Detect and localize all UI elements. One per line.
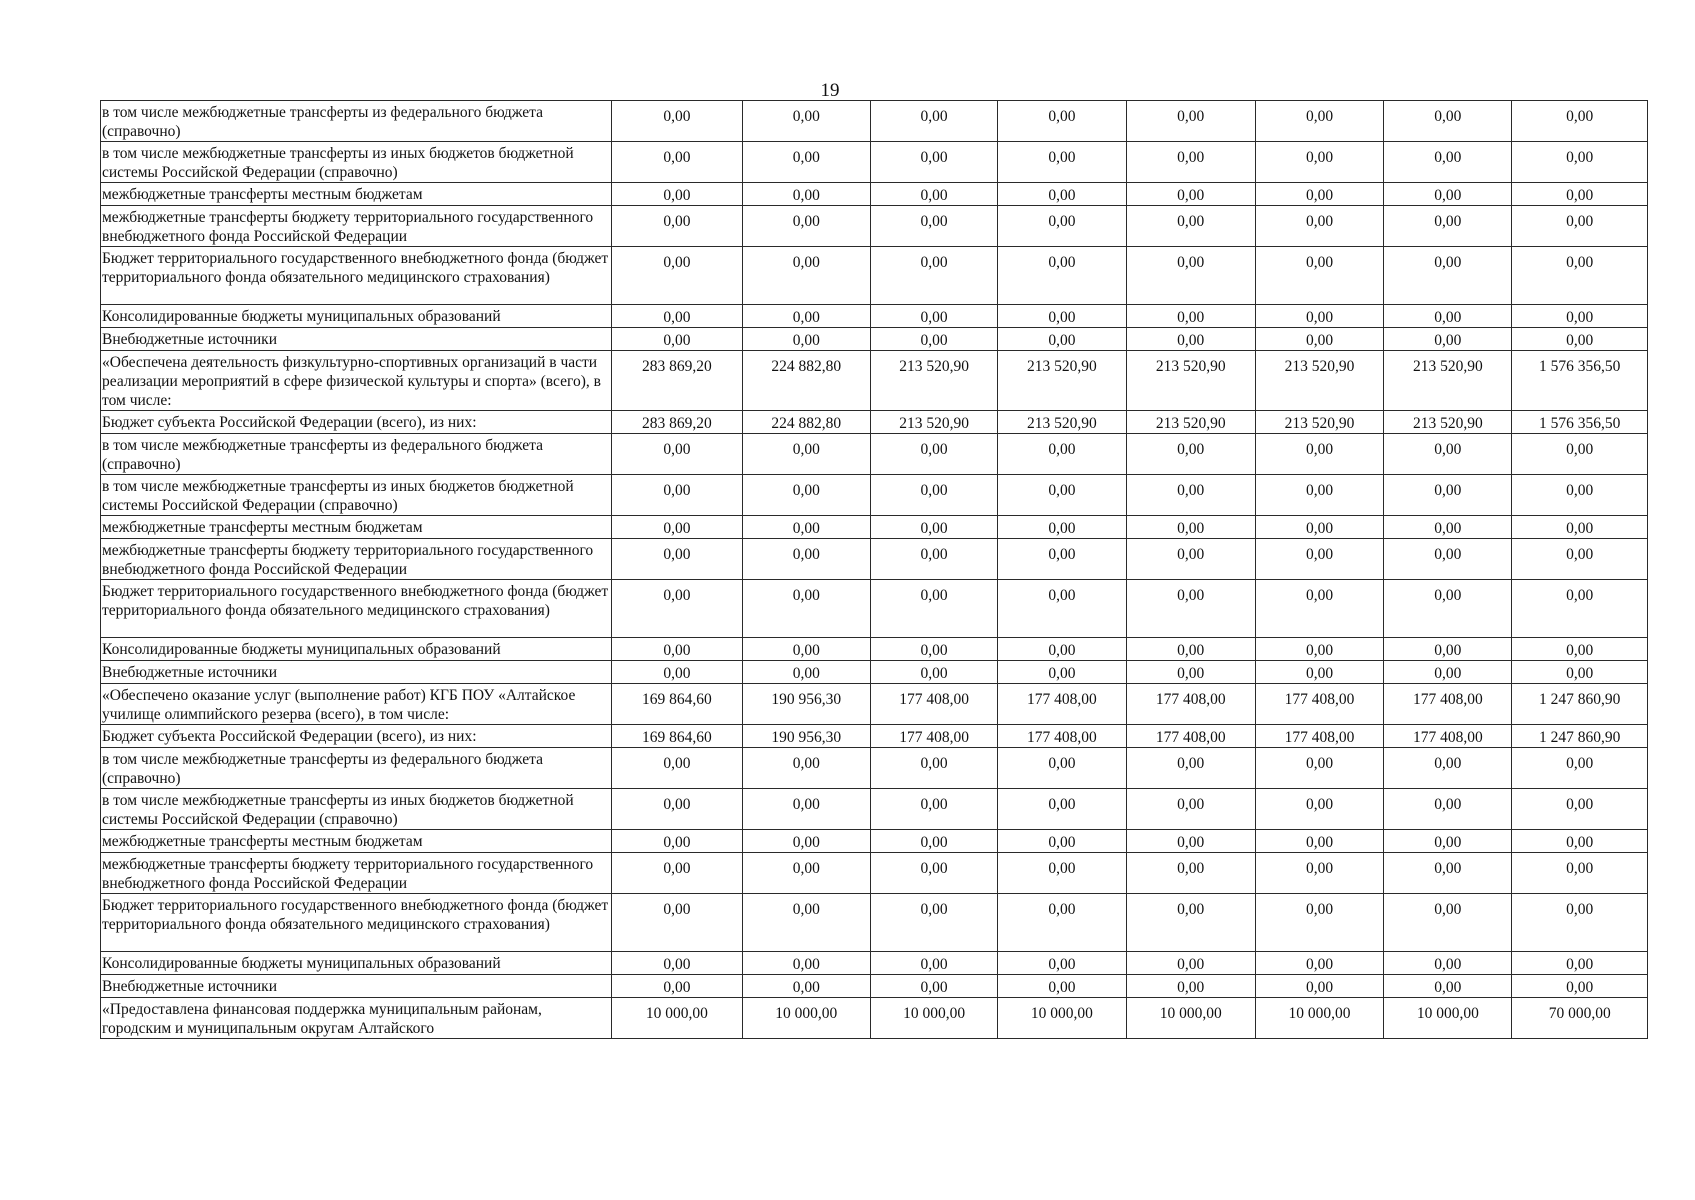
row-value-cell: 0,00 (1255, 434, 1383, 475)
row-value-cell: 0,00 (998, 789, 1126, 830)
row-value-cell: 190 956,30 (742, 684, 870, 725)
table-row (101, 247, 1648, 305)
row-label: в том числе межбюджетные трансферты из иных бюджетов бюджетной системы Российской Федерации (справочно) (101, 142, 612, 183)
row-total-cell: 0,00 (1512, 661, 1648, 684)
table-row (101, 998, 1648, 1039)
table-row (101, 539, 1648, 580)
row-value-cell: 0,00 (1384, 183, 1512, 206)
row-total-cell: 0,00 (1512, 789, 1648, 830)
row-value-cell: 213 520,90 (1126, 411, 1255, 434)
row-label: межбюджетные трансферты бюджету территориального государственного внебюджетного фонда Российской Федерации (101, 853, 612, 894)
row-value-cell: 177 408,00 (1384, 684, 1512, 725)
table-row (101, 305, 1648, 328)
row-value-cell: 0,00 (1255, 853, 1383, 894)
row-label: «Обеспечена деятельность физкультурно-спортивных организаций в части реализации мероприятий в сфере физической культуры и спорта» (всего), в том числе: (101, 351, 612, 411)
row-value-cell: 0,00 (612, 539, 742, 580)
row-value-cell: 0,00 (612, 434, 742, 475)
row-value-cell: 0,00 (742, 975, 870, 998)
row-value-cell: 0,00 (1384, 434, 1512, 475)
row-value-cell: 0,00 (998, 142, 1126, 183)
row-value-cell: 0,00 (870, 516, 997, 539)
row-value-cell: 0,00 (742, 247, 870, 305)
row-value-cell: 0,00 (1126, 305, 1255, 328)
row-label: в том числе межбюджетные трансферты из иных бюджетов бюджетной системы Российской Федерации (справочно) (101, 789, 612, 830)
table-row (101, 853, 1648, 894)
row-value-cell: 0,00 (742, 952, 870, 975)
row-label: Бюджет субъекта Российской Федерации (всего), из них: (101, 411, 612, 434)
row-total-cell: 0,00 (1512, 748, 1648, 789)
row-total-cell: 0,00 (1512, 580, 1648, 638)
row-value-cell: 0,00 (1255, 328, 1383, 351)
row-value-cell: 0,00 (1384, 789, 1512, 830)
row-value-cell: 0,00 (742, 661, 870, 684)
row-value-cell: 0,00 (612, 661, 742, 684)
row-value-cell: 213 520,90 (998, 411, 1126, 434)
table-row (101, 183, 1648, 206)
row-value-cell: 0,00 (612, 142, 742, 183)
row-value-cell: 0,00 (1126, 638, 1255, 661)
row-value-cell: 0,00 (742, 142, 870, 183)
row-value-cell: 0,00 (742, 853, 870, 894)
row-label: Внебюджетные источники (101, 661, 612, 684)
row-value-cell: 0,00 (742, 101, 870, 142)
row-value-cell: 0,00 (870, 975, 997, 998)
row-value-cell: 177 408,00 (870, 725, 997, 748)
row-value-cell: 0,00 (742, 434, 870, 475)
row-value-cell: 177 408,00 (998, 725, 1126, 748)
row-value-cell: 169 864,60 (612, 725, 742, 748)
row-value-cell: 0,00 (742, 328, 870, 351)
row-value-cell: 213 520,90 (1384, 411, 1512, 434)
row-value-cell: 0,00 (998, 539, 1126, 580)
row-value-cell: 0,00 (998, 952, 1126, 975)
row-value-cell: 0,00 (612, 247, 742, 305)
table-row (101, 328, 1648, 351)
row-value-cell: 0,00 (1384, 853, 1512, 894)
row-value-cell: 0,00 (998, 247, 1126, 305)
row-total-cell: 0,00 (1512, 952, 1648, 975)
row-value-cell: 0,00 (998, 328, 1126, 351)
row-value-cell: 177 408,00 (1255, 725, 1383, 748)
row-value-cell: 0,00 (998, 748, 1126, 789)
row-value-cell: 0,00 (998, 975, 1126, 998)
page-number: 19 (820, 80, 840, 101)
row-value-cell: 283 869,20 (612, 411, 742, 434)
row-total-cell: 0,00 (1512, 206, 1648, 247)
row-value-cell: 0,00 (612, 101, 742, 142)
table-row (101, 206, 1648, 247)
row-label: «Обеспечено оказание услуг (выполнение работ) КГБ ПОУ «Алтайское училище олимпийского резерва (всего), в том числе: (101, 684, 612, 725)
row-value-cell: 177 408,00 (1255, 684, 1383, 725)
row-label: межбюджетные трансферты местным бюджетам (101, 516, 612, 539)
row-value-cell: 0,00 (742, 789, 870, 830)
row-value-cell: 0,00 (1255, 638, 1383, 661)
row-value-cell: 0,00 (1126, 580, 1255, 638)
row-value-cell: 0,00 (1384, 661, 1512, 684)
row-label: Консолидированные бюджеты муниципальных образований (101, 638, 612, 661)
row-value-cell: 0,00 (998, 475, 1126, 516)
table-row (101, 351, 1648, 411)
row-value-cell: 10 000,00 (870, 998, 997, 1039)
row-value-cell: 0,00 (1384, 516, 1512, 539)
row-value-cell: 0,00 (742, 638, 870, 661)
row-total-cell: 0,00 (1512, 516, 1648, 539)
row-value-cell: 177 408,00 (1126, 684, 1255, 725)
row-value-cell: 0,00 (870, 661, 997, 684)
row-value-cell: 213 520,90 (1384, 351, 1512, 411)
row-label: в том числе межбюджетные трансферты из федерального бюджета (справочно) (101, 748, 612, 789)
row-label: Бюджет территориального государственного внебюджетного фонда (бюджет территориального фонда обязательного медицинского страхования) (101, 247, 612, 305)
row-value-cell: 0,00 (870, 894, 997, 952)
row-value-cell: 0,00 (612, 789, 742, 830)
row-label: Консолидированные бюджеты муниципальных образований (101, 305, 612, 328)
row-value-cell: 0,00 (1255, 516, 1383, 539)
row-value-cell: 0,00 (1255, 661, 1383, 684)
row-value-cell: 0,00 (870, 305, 997, 328)
row-value-cell: 0,00 (1255, 830, 1383, 853)
row-label: Бюджет субъекта Российской Федерации (всего), из них: (101, 725, 612, 748)
row-label: Консолидированные бюджеты муниципальных образований (101, 952, 612, 975)
row-value-cell: 0,00 (1255, 142, 1383, 183)
row-total-cell: 0,00 (1512, 101, 1648, 142)
row-total-cell: 0,00 (1512, 434, 1648, 475)
row-total-cell: 0,00 (1512, 305, 1648, 328)
row-value-cell: 0,00 (1384, 580, 1512, 638)
row-value-cell: 0,00 (1126, 247, 1255, 305)
table-row (101, 638, 1648, 661)
row-value-cell: 0,00 (1255, 247, 1383, 305)
row-value-cell: 0,00 (998, 580, 1126, 638)
row-value-cell: 0,00 (1126, 748, 1255, 789)
row-total-cell: 0,00 (1512, 975, 1648, 998)
row-value-cell: 0,00 (870, 580, 997, 638)
table-row (101, 748, 1648, 789)
row-value-cell: 0,00 (1126, 183, 1255, 206)
table-row (101, 789, 1648, 830)
row-value-cell: 0,00 (1126, 789, 1255, 830)
row-label: в том числе межбюджетные трансферты из федерального бюджета (справочно) (101, 434, 612, 475)
row-value-cell: 0,00 (1126, 830, 1255, 853)
row-value-cell: 177 408,00 (870, 684, 997, 725)
row-value-cell: 0,00 (998, 101, 1126, 142)
row-value-cell: 0,00 (612, 975, 742, 998)
row-value-cell: 0,00 (1384, 748, 1512, 789)
row-value-cell: 0,00 (742, 580, 870, 638)
row-total-cell: 0,00 (1512, 183, 1648, 206)
row-value-cell: 0,00 (998, 638, 1126, 661)
row-value-cell: 0,00 (612, 638, 742, 661)
table-row (101, 434, 1648, 475)
row-value-cell: 0,00 (1126, 516, 1255, 539)
budget-table (100, 100, 1648, 1039)
row-value-cell: 0,00 (1384, 328, 1512, 351)
row-value-cell: 283 869,20 (612, 351, 742, 411)
row-value-cell: 0,00 (1126, 661, 1255, 684)
row-value-cell: 0,00 (612, 830, 742, 853)
row-label: Бюджет территориального государственного внебюджетного фонда (бюджет территориального фонда обязательного медицинского страхования) (101, 894, 612, 952)
row-value-cell: 0,00 (612, 853, 742, 894)
row-value-cell: 177 408,00 (998, 684, 1126, 725)
row-value-cell: 0,00 (1384, 952, 1512, 975)
row-value-cell: 224 882,80 (742, 411, 870, 434)
row-value-cell: 0,00 (1384, 894, 1512, 952)
row-value-cell: 213 520,90 (1255, 411, 1383, 434)
row-label: межбюджетные трансферты местным бюджетам (101, 183, 612, 206)
row-value-cell: 0,00 (742, 183, 870, 206)
row-label: в том числе межбюджетные трансферты из федерального бюджета (справочно) (101, 101, 612, 142)
row-value-cell: 0,00 (612, 516, 742, 539)
row-value-cell: 0,00 (742, 894, 870, 952)
row-value-cell: 0,00 (1255, 789, 1383, 830)
table-row (101, 101, 1648, 142)
table-row (101, 142, 1648, 183)
row-total-cell: 0,00 (1512, 328, 1648, 351)
row-value-cell: 0,00 (1384, 206, 1512, 247)
row-value-cell: 0,00 (870, 638, 997, 661)
row-value-cell: 0,00 (870, 789, 997, 830)
row-value-cell: 177 408,00 (1126, 725, 1255, 748)
row-value-cell: 0,00 (1126, 206, 1255, 247)
row-value-cell: 0,00 (870, 183, 997, 206)
row-value-cell: 0,00 (742, 305, 870, 328)
table-row (101, 580, 1648, 638)
table-row (101, 516, 1648, 539)
table-body (101, 101, 1648, 1039)
row-value-cell: 0,00 (870, 434, 997, 475)
row-value-cell: 0,00 (998, 183, 1126, 206)
row-total-cell: 0,00 (1512, 247, 1648, 305)
row-value-cell: 0,00 (1255, 952, 1383, 975)
row-value-cell: 0,00 (1384, 475, 1512, 516)
row-value-cell: 0,00 (1384, 305, 1512, 328)
row-total-cell: 0,00 (1512, 475, 1648, 516)
row-value-cell: 0,00 (1255, 539, 1383, 580)
row-value-cell: 0,00 (1255, 748, 1383, 789)
row-value-cell: 0,00 (1384, 975, 1512, 998)
table-row (101, 894, 1648, 952)
row-value-cell: 0,00 (1126, 328, 1255, 351)
row-value-cell: 0,00 (612, 206, 742, 247)
row-label: межбюджетные трансферты бюджету территориального государственного внебюджетного фонда Российской Федерации (101, 539, 612, 580)
row-total-cell: 1 576 356,50 (1512, 351, 1648, 411)
row-label: межбюджетные трансферты бюджету территориального государственного внебюджетного фонда Российской Федерации (101, 206, 612, 247)
row-value-cell: 0,00 (1255, 305, 1383, 328)
table-row (101, 684, 1648, 725)
row-value-cell: 0,00 (870, 328, 997, 351)
row-total-cell: 1 247 860,90 (1512, 725, 1648, 748)
row-total-cell: 1 576 356,50 (1512, 411, 1648, 434)
row-value-cell: 213 520,90 (870, 411, 997, 434)
row-value-cell: 0,00 (1126, 894, 1255, 952)
row-value-cell: 0,00 (1255, 894, 1383, 952)
row-value-cell: 0,00 (1126, 142, 1255, 183)
row-value-cell: 0,00 (998, 206, 1126, 247)
row-value-cell: 0,00 (870, 101, 997, 142)
row-value-cell: 0,00 (742, 206, 870, 247)
table-row (101, 475, 1648, 516)
row-value-cell: 0,00 (998, 894, 1126, 952)
row-value-cell: 213 520,90 (870, 351, 997, 411)
table-row (101, 725, 1648, 748)
row-value-cell: 0,00 (1126, 475, 1255, 516)
row-value-cell: 0,00 (1384, 247, 1512, 305)
row-value-cell: 0,00 (998, 853, 1126, 894)
row-value-cell: 213 520,90 (1126, 351, 1255, 411)
row-value-cell: 0,00 (1255, 975, 1383, 998)
row-label: Внебюджетные источники (101, 328, 612, 351)
row-value-cell: 0,00 (612, 580, 742, 638)
row-value-cell: 0,00 (612, 328, 742, 351)
row-value-cell: 10 000,00 (742, 998, 870, 1039)
table-row (101, 830, 1648, 853)
row-value-cell: 0,00 (612, 183, 742, 206)
row-value-cell: 0,00 (1255, 101, 1383, 142)
table-row (101, 411, 1648, 434)
row-value-cell: 0,00 (1126, 434, 1255, 475)
row-value-cell: 0,00 (1384, 539, 1512, 580)
row-value-cell: 0,00 (612, 748, 742, 789)
row-value-cell: 0,00 (612, 305, 742, 328)
row-value-cell: 0,00 (870, 539, 997, 580)
row-value-cell: 10 000,00 (1255, 998, 1383, 1039)
row-total-cell: 0,00 (1512, 142, 1648, 183)
row-value-cell: 0,00 (1384, 142, 1512, 183)
row-value-cell: 224 882,80 (742, 351, 870, 411)
row-value-cell: 0,00 (870, 748, 997, 789)
row-value-cell: 10 000,00 (998, 998, 1126, 1039)
row-value-cell: 169 864,60 (612, 684, 742, 725)
row-value-cell: 0,00 (1126, 853, 1255, 894)
row-label: Бюджет территориального государственного внебюджетного фонда (бюджет территориального фонда обязательного медицинского страхования) (101, 580, 612, 638)
row-value-cell: 0,00 (1255, 183, 1383, 206)
row-total-cell: 1 247 860,90 (1512, 684, 1648, 725)
row-value-cell: 0,00 (998, 305, 1126, 328)
row-value-cell: 0,00 (870, 142, 997, 183)
row-label: «Предоставлена финансовая поддержка муниципальным районам, городским и муниципальным округам Алтайского (101, 998, 612, 1039)
row-value-cell: 0,00 (998, 434, 1126, 475)
row-value-cell: 0,00 (742, 539, 870, 580)
row-value-cell: 0,00 (612, 475, 742, 516)
row-total-cell: 0,00 (1512, 830, 1648, 853)
row-value-cell: 0,00 (1126, 952, 1255, 975)
row-label: в том числе межбюджетные трансферты из иных бюджетов бюджетной системы Российской Федерации (справочно) (101, 475, 612, 516)
row-value-cell: 0,00 (1384, 638, 1512, 661)
row-total-cell: 0,00 (1512, 853, 1648, 894)
row-value-cell: 0,00 (870, 952, 997, 975)
row-value-cell: 10 000,00 (1384, 998, 1512, 1039)
row-value-cell: 213 520,90 (998, 351, 1126, 411)
row-value-cell: 0,00 (998, 516, 1126, 539)
row-value-cell: 0,00 (742, 748, 870, 789)
row-total-cell: 0,00 (1512, 539, 1648, 580)
row-value-cell: 0,00 (1255, 580, 1383, 638)
row-value-cell: 213 520,90 (1255, 351, 1383, 411)
row-value-cell: 0,00 (612, 952, 742, 975)
row-label: Внебюджетные источники (101, 975, 612, 998)
row-value-cell: 0,00 (1384, 101, 1512, 142)
row-value-cell: 0,00 (870, 853, 997, 894)
row-value-cell: 0,00 (1255, 475, 1383, 516)
row-value-cell: 0,00 (1126, 101, 1255, 142)
row-value-cell: 0,00 (1255, 206, 1383, 247)
row-total-cell: 0,00 (1512, 638, 1648, 661)
row-value-cell: 0,00 (612, 894, 742, 952)
table-row (101, 975, 1648, 998)
row-value-cell: 0,00 (742, 475, 870, 516)
row-value-cell: 10 000,00 (1126, 998, 1255, 1039)
row-value-cell: 177 408,00 (1384, 725, 1512, 748)
table-row (101, 661, 1648, 684)
row-value-cell: 0,00 (870, 475, 997, 516)
table-row (101, 952, 1648, 975)
row-total-cell: 70 000,00 (1512, 998, 1648, 1039)
row-value-cell: 0,00 (742, 516, 870, 539)
row-value-cell: 0,00 (870, 247, 997, 305)
row-value-cell: 0,00 (998, 661, 1126, 684)
row-label: межбюджетные трансферты местным бюджетам (101, 830, 612, 853)
row-value-cell: 0,00 (1126, 975, 1255, 998)
row-value-cell: 0,00 (870, 206, 997, 247)
row-value-cell: 0,00 (1384, 830, 1512, 853)
row-value-cell: 0,00 (742, 830, 870, 853)
row-value-cell: 0,00 (998, 830, 1126, 853)
row-value-cell: 0,00 (870, 830, 997, 853)
row-total-cell: 0,00 (1512, 894, 1648, 952)
row-value-cell: 190 956,30 (742, 725, 870, 748)
row-value-cell: 10 000,00 (612, 998, 742, 1039)
row-value-cell: 0,00 (1126, 539, 1255, 580)
